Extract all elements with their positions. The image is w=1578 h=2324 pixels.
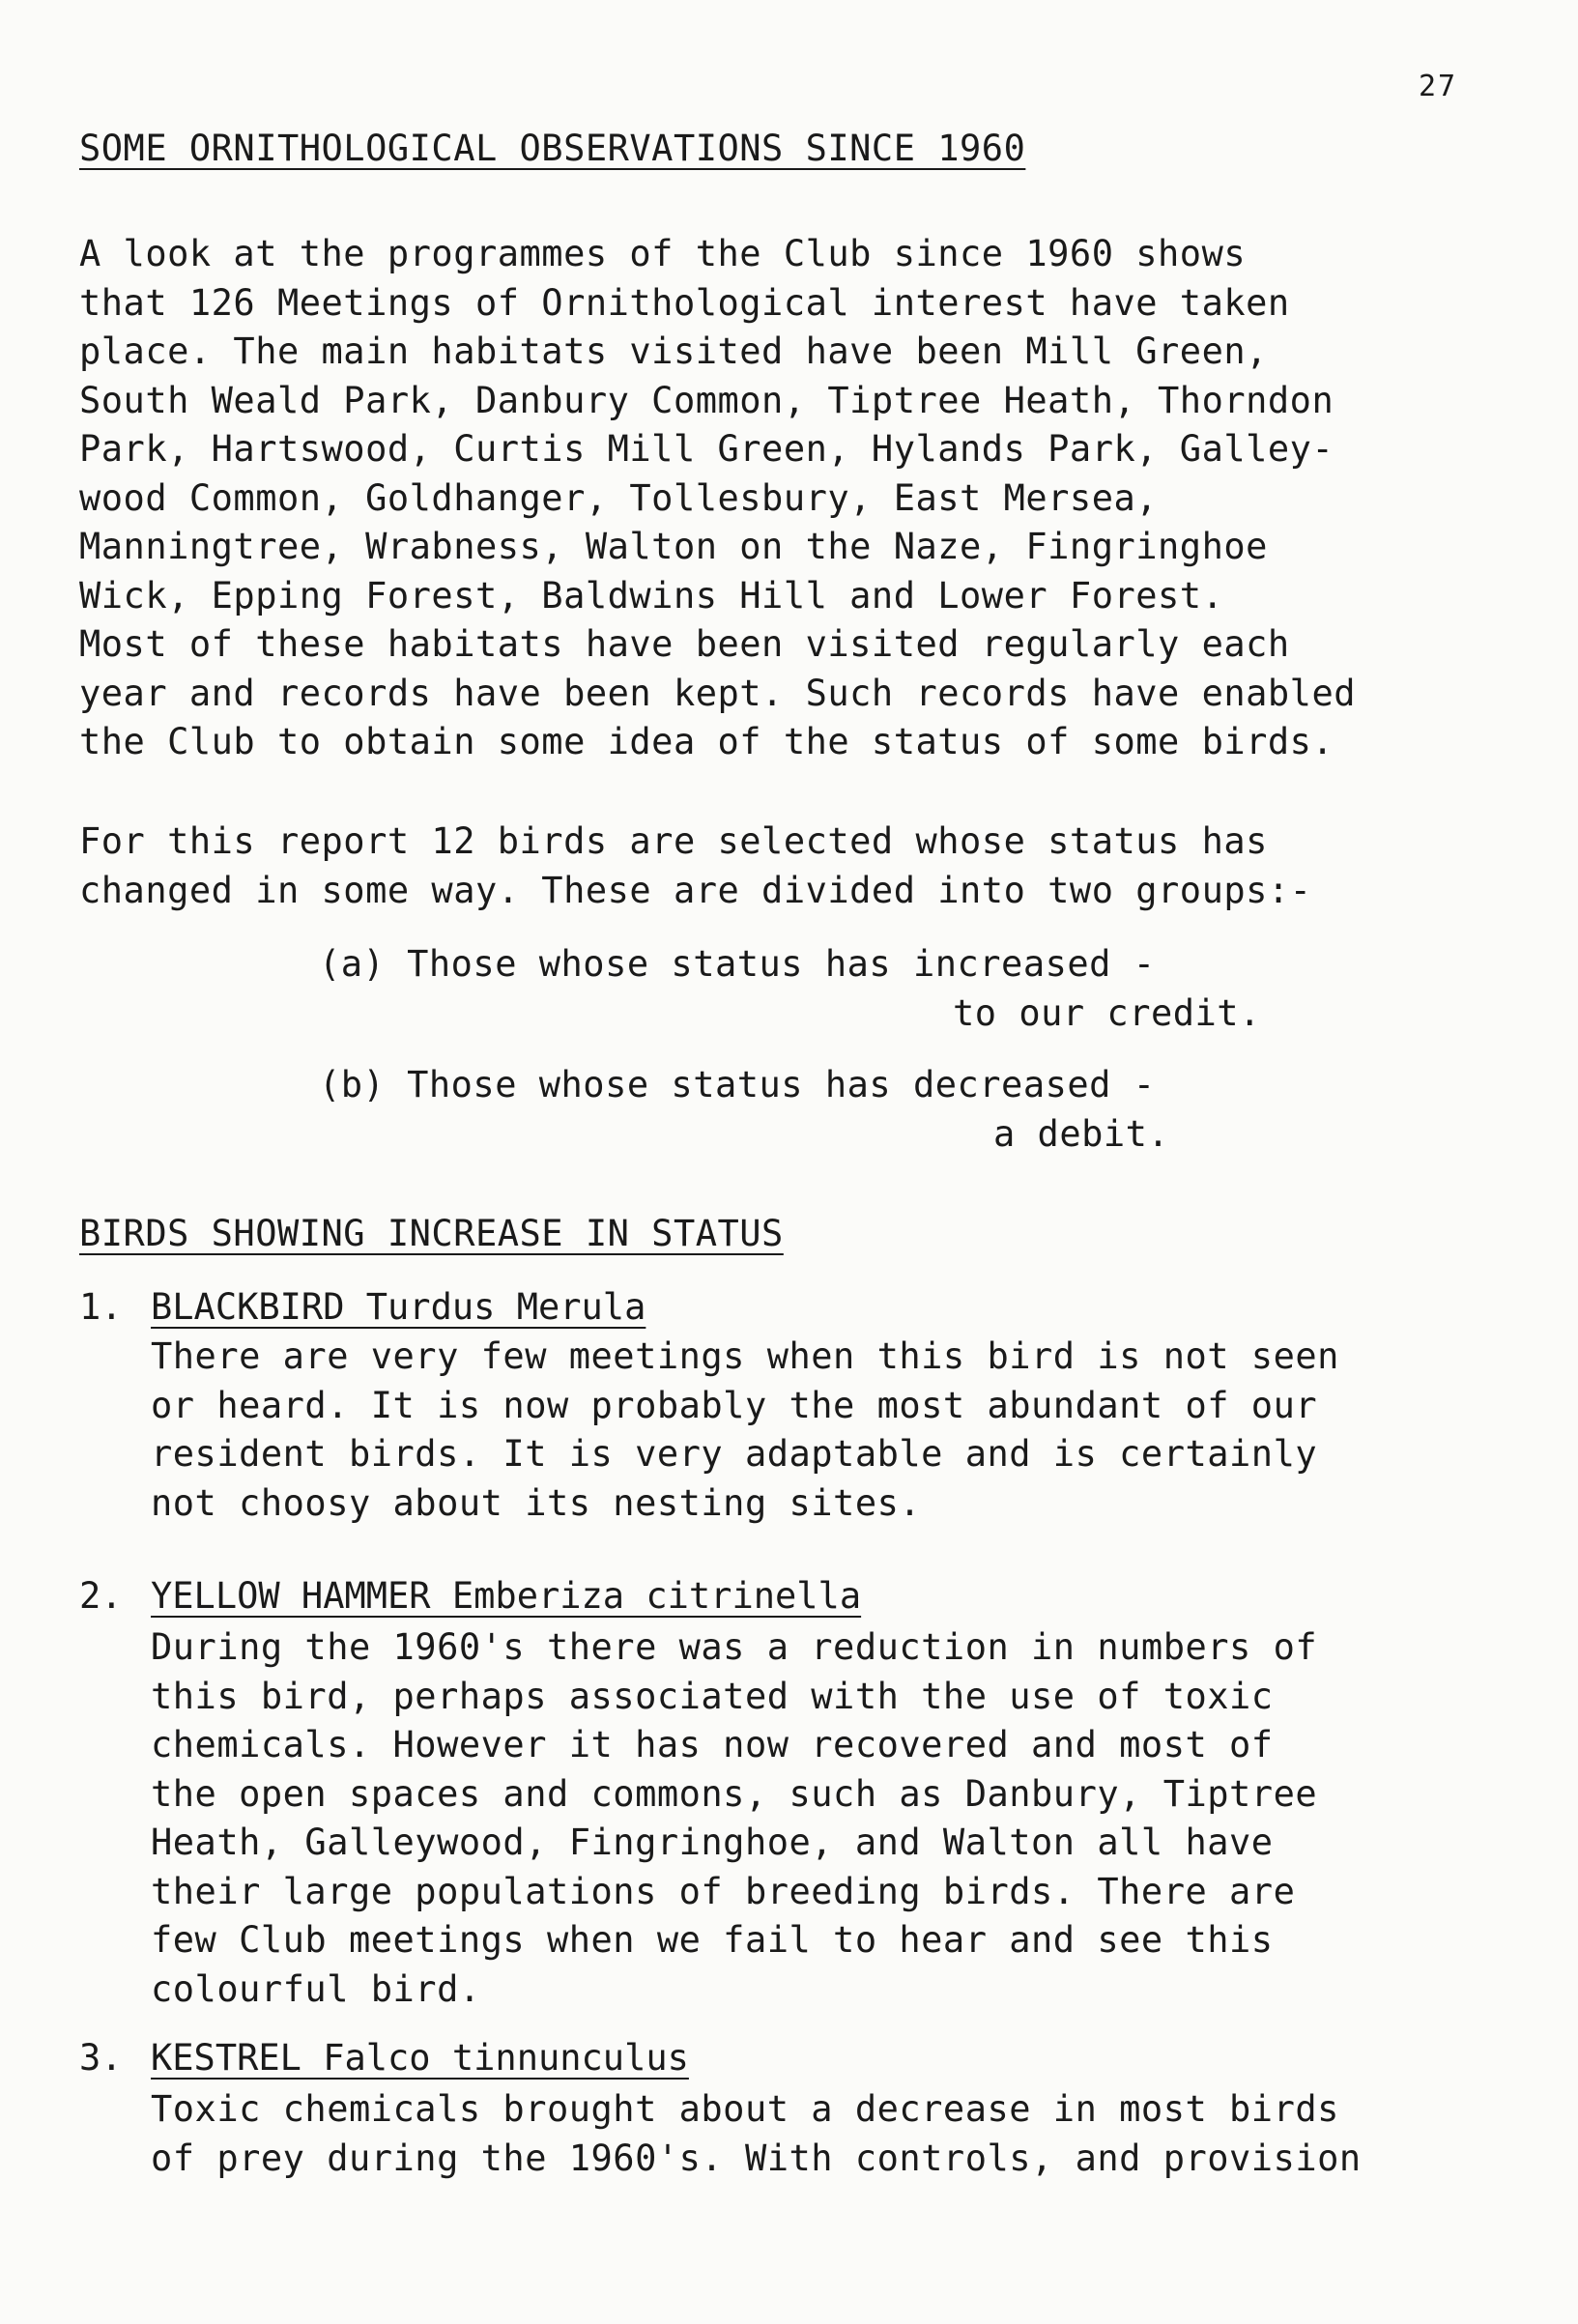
item-title: KESTREL Falco tinnunculus [151,2037,689,2079]
intro-line: South Weald Park, Danbury Common, Tiptree Heath, Thorndon [79,379,1334,421]
item-number: 3. [79,2037,123,2079]
item-title: BLACKBIRD Turdus Merula [151,1286,646,1328]
item-line: their large populations of breeding birds. There are [151,1870,1296,1912]
item-line: few Club meetings when we fail to hear and see this [151,1919,1274,1961]
group-b-line: (b) Those whose status has decreased - [319,1064,1156,1105]
item-body [151,1623,1317,2014]
item-number: 2. [79,1575,123,1617]
item-line: not choosy about its nesting sites. [151,1481,922,1524]
item-line: or heard. It is now probably the most abundant of our [151,1384,1318,1426]
group-b-debit: a debit. [993,1113,1170,1155]
item-line: of prey during the 1960's. With controls, and provision [151,2137,1362,2179]
page-number: 27 [1419,70,1458,103]
intro-line: wood Common, Goldhanger, Tollesbury, East Mersea, [79,476,1159,519]
item-line: chemicals. However it has now recovered and most of [151,1724,1274,1765]
page-title: SOME ORNITHOLOGICAL OBSERVATIONS SINCE 1960 [79,128,1026,169]
intro-line: Most of these habitats have been visited regularly each [79,623,1290,665]
item-line: Toxic chemicals brought about a decrease in most birds [151,2088,1339,2130]
intro-line: place. The main habitats visited have been Mill Green, [79,330,1268,372]
item-line: colourful bird. [151,1967,481,2010]
intro-line: that 126 Meetings of Ornithological interest have taken [79,281,1290,324]
intro-line: year and records have been kept. Such records have enabled [79,672,1357,714]
item-line: this bird, perhaps associated with the use of toxic [151,1675,1274,1717]
intro-paragraph [79,230,1356,767]
report-line: changed in some way. These are divided into two groups:- [79,869,1312,911]
item-number: 1. [79,1286,123,1328]
intro-line: the Club to obtain some idea of the status of some birds. [79,721,1334,762]
item-body [151,1333,1339,1528]
section-heading: BIRDS SHOWING INCREASE IN STATUS [79,1213,784,1254]
group-a-line: (a) Those whose status has increased - [319,943,1156,985]
report-line: For this report 12 birds are selected whose status has [79,820,1268,862]
item-title: YELLOW HAMMER Emberiza citrinella [151,1575,862,1617]
intro-line: Wick, Epping Forest, Baldwins Hill and Lower Forest. [79,574,1224,617]
item-line: There are very few meetings when this bird is not seen [151,1335,1339,1377]
item-body [151,2085,1362,2183]
item-line: During the 1960's there was a reduction in numbers of [151,1626,1318,1668]
group-a-credit: to our credit. [953,992,1261,1034]
report-paragraph [79,818,1311,915]
intro-line: Park, Hartswood, Curtis Mill Green, Hylands Park, Galley- [79,428,1334,470]
intro-line: Manningtree, Wrabness, Walton on the Naze, Fingringhoe [79,526,1268,567]
item-line: the open spaces and commons, such as Danbury, Tiptree [151,1772,1318,1815]
intro-line: A look at the programmes of the Club since 1960 shows [79,233,1247,274]
item-line: resident birds. It is very adaptable and is certainly [151,1433,1318,1475]
item-line: Heath, Galleywood, Fingringhoe, and Walton all have [151,1822,1274,1863]
